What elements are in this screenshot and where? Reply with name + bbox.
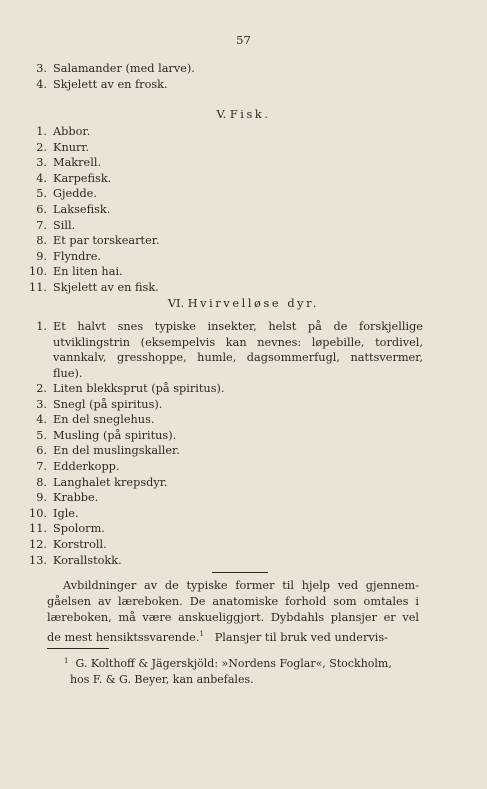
section-heading-hvirvellose: VI. Hvirvelløse dyr.	[167, 297, 320, 310]
list-item: 5. Gjedde.	[36, 187, 97, 201]
list-item: 9. Krabbe.	[36, 491, 99, 505]
list-item: 10. Igle.	[29, 506, 79, 520]
list-item: 8. Et par torskearter.	[36, 234, 160, 248]
list-item: 9. Flyndre.	[36, 249, 102, 263]
page-number: 57	[236, 33, 251, 47]
list-item: 3. Salamander (med larve).	[36, 62, 195, 75]
list-item: 3. Snegl (på spiritus).	[36, 397, 163, 411]
fish-list	[23, 124, 160, 296]
section-heading-fisk: V. Fisk.	[216, 108, 271, 121]
footnote-marker: 1	[64, 657, 69, 665]
list-item: 6. En del muslingskaller.	[36, 444, 180, 458]
list-item: 12. Korstroll.	[29, 537, 107, 551]
list-item: 2. Liten blekksprut (på spiritus).	[36, 382, 225, 395]
list-item: 3. Makrell.	[36, 156, 102, 170]
invertebrate-item-1: 1. Et halvt snes typiske insekter, helst på de forskjellige utviklingstrin (eksempelvis kan nevnes: løpebille, tordivel, vannkalv, gresshoppe, humle, dagsommerfugl, nattsvermer, flue).	[36, 320, 423, 380]
list-item: 7. Edderkopp.	[36, 459, 120, 473]
body-paragraph: Avbildninger av de typiske former til hjelp ved gjennem- gåelsen av læreboken. De anatomiske forhold som omtales i læreboken, må være anskueliggjort. Dybdahls plansjer er vel de mest hensiktssvarende.$^1$ Plansjer til bruk ved undervis-	[47, 579, 419, 644]
list-item: 11. Skjelett av en fisk.	[29, 280, 159, 294]
section-divider	[212, 572, 268, 573]
list-item: 7. Sill.	[36, 218, 76, 232]
list-item: 4. Karpefisk.	[36, 171, 112, 185]
footnote-rule	[47, 648, 109, 649]
list-item: 2. Knurr.	[36, 140, 90, 154]
list-item: 5. Musling (på spiritus).	[36, 428, 177, 442]
list-item: 4. En del sneglehus.	[36, 413, 155, 427]
list-item: 8. Langhalet krepsdyr.	[36, 475, 168, 489]
amphibian-list	[23, 61, 195, 92]
invertebrate-list	[23, 381, 225, 568]
list-item: 13. Korallstokk.	[29, 553, 122, 567]
list-item: 11. Spolorm.	[29, 522, 105, 536]
list-item: 6. Laksefisk.	[36, 202, 111, 216]
footnote-reference: 1	[199, 630, 204, 638]
list-item: 10. En liten hai.	[29, 265, 123, 279]
footnote: $^1$ G. Kolthoff & Jägerskjöld: »Nordens Foglar«, Stockholm, hos F. & G. Beyer, kan anbefales.	[64, 657, 392, 686]
list-item: 4. Skjelett av en frosk.	[36, 77, 168, 91]
list-item: 1. Abbor.	[36, 125, 91, 138]
